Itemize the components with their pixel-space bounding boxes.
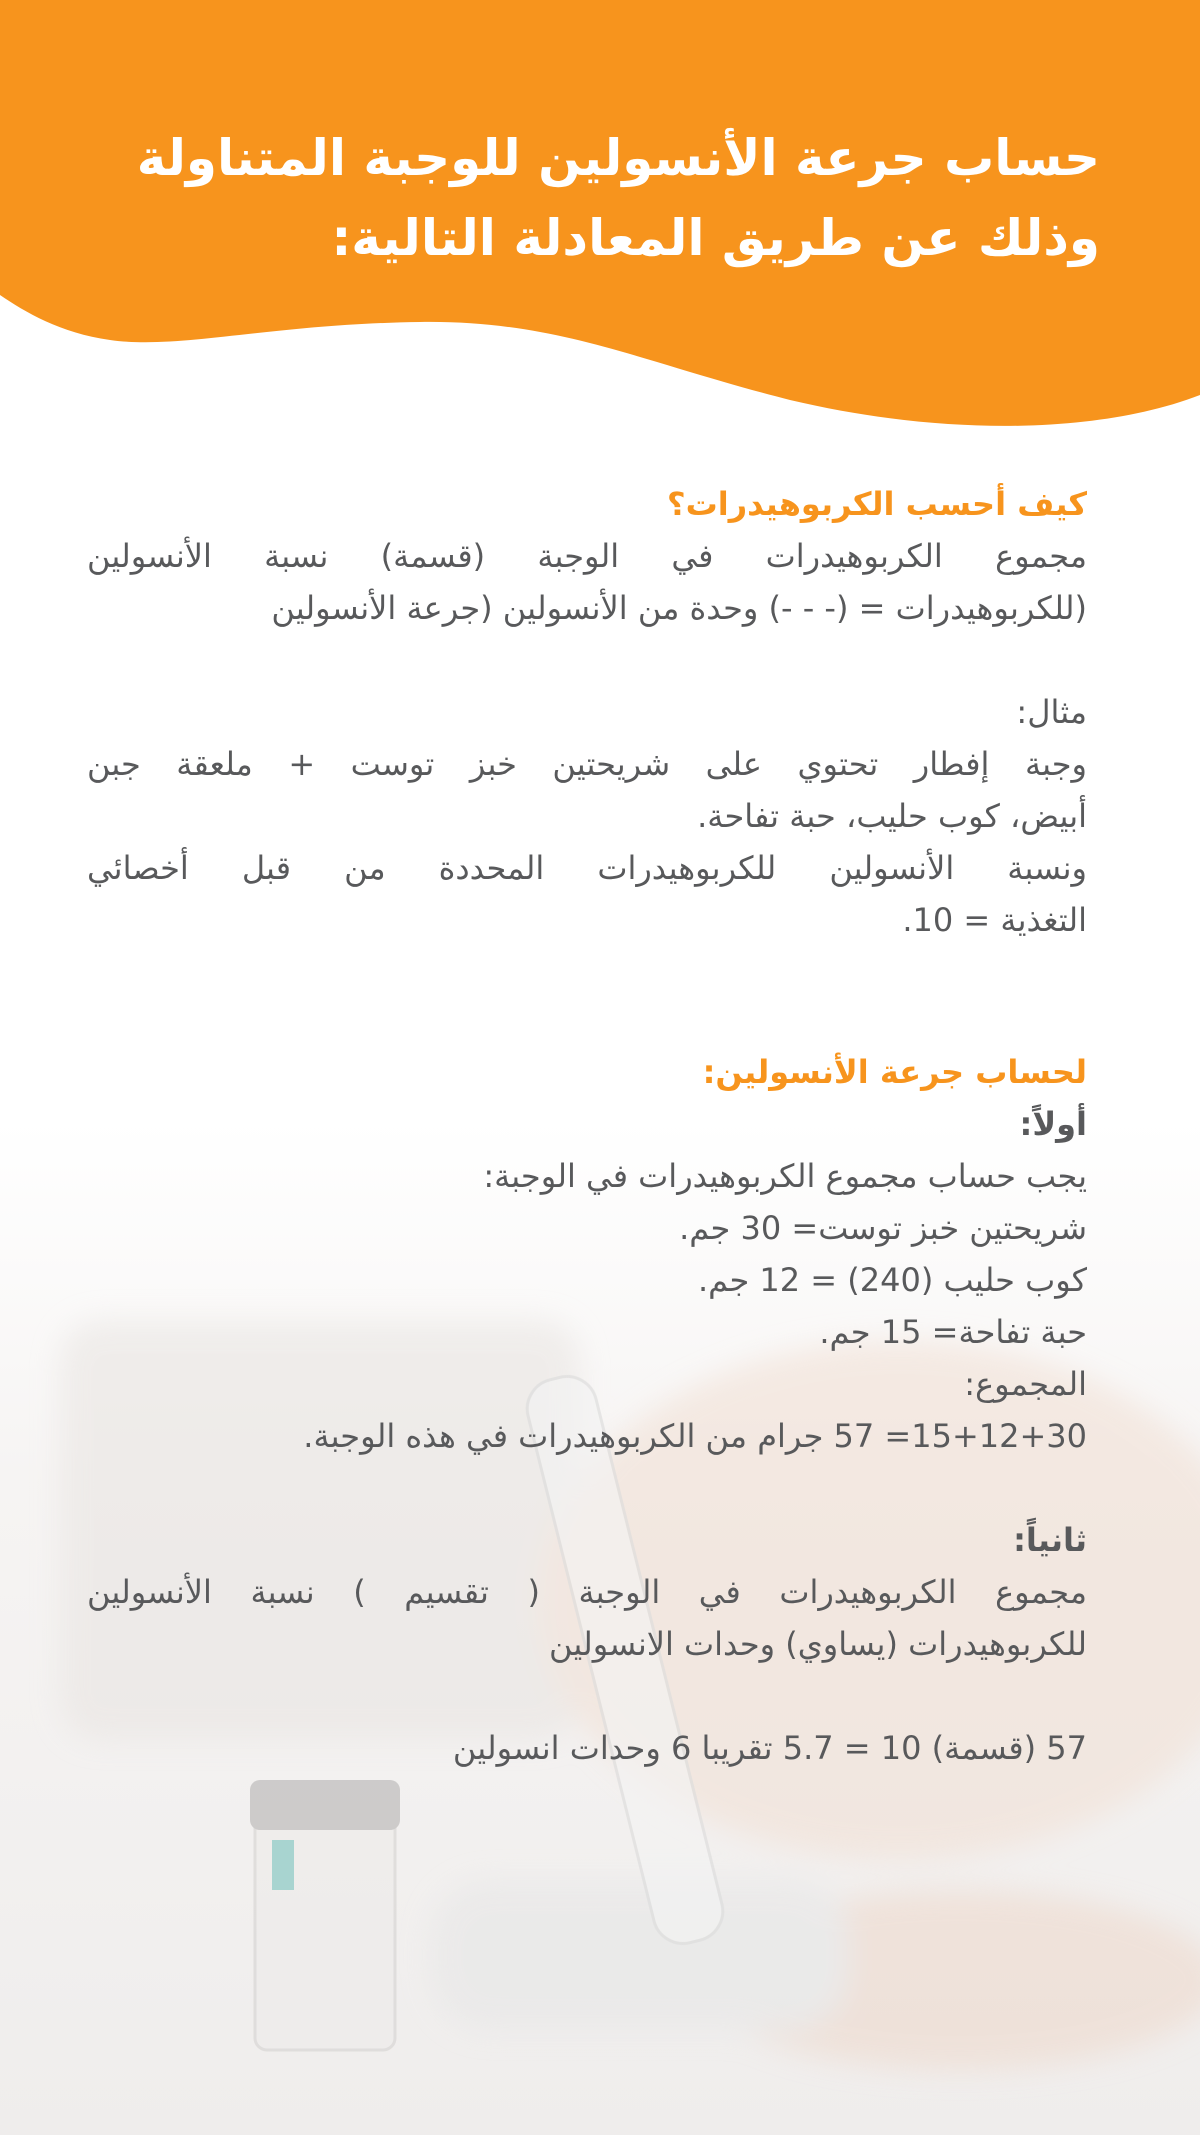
page-title	[100, 118, 1100, 278]
section-heading-carbs: كيف أحسب الكربوهيدرات؟	[667, 485, 1087, 523]
step-first-intro: يجب حساب مجموع الكربوهيدرات في الوجبة:	[483, 1157, 1087, 1195]
total-value: 15+12+30= 57 جرام من الكربوهيدرات في هذه الوجبة.	[303, 1417, 1087, 1455]
ratio-line-2: التغذية = 10.	[902, 901, 1087, 939]
section-heading-insulin: لحساب جرعة الأنسولين:	[702, 1053, 1087, 1091]
title-line-2: وذلك عن طريق المعادلة التالية:	[331, 209, 1100, 267]
example-label: مثال:	[1016, 693, 1087, 731]
formula-line-2: (للكربوهيدرات = (- - -) وحدة من الأنسولين (جرعة الأنسولين	[271, 589, 1087, 627]
formula-line-1: مجموع الكربوهيدرات في الوجبة (قسمة) نسبة الأنسولين	[87, 537, 1087, 575]
ratio-line-1: ونسبة الأنسولين للكربوهيدرات المحددة من قبل أخصائي	[87, 849, 1087, 887]
insulin-dose-section	[87, 1046, 1087, 1774]
example-line-2: أبيض، كوب حليب، حبة تفاحة.	[697, 797, 1087, 835]
title-line-1: حساب جرعة الأنسولين للوجبة المتناولة	[136, 129, 1100, 187]
step-first-label: أولاً:	[1019, 1105, 1087, 1143]
meal-item: شريحتين خبز توست= 30 جم.	[679, 1209, 1087, 1247]
meal-item: حبة تفاحة= 15 جم.	[819, 1313, 1087, 1351]
second-formula-line-2: للكربوهيدرات (يساوي) وحدات الانسولين	[548, 1625, 1087, 1663]
second-formula-line-1: مجموع الكربوهيدرات في الوجبة ( تقسيم ) نسبة الأنسولين	[87, 1573, 1087, 1611]
total-label: المجموع:	[964, 1365, 1087, 1403]
dose-result: 57 (قسمة) 10 = 5.7 تقريبا 6 وحدات انسولين	[452, 1729, 1087, 1767]
step-second-label: ثانياً:	[1013, 1521, 1087, 1559]
example-line-1: وجبة إفطار تحتوي على شريحتين خبز توست + ملعقة جبن	[87, 745, 1087, 783]
carb-calculation-section	[87, 478, 1087, 946]
meal-item: كوب حليب (240) = 12 جم.	[697, 1261, 1087, 1299]
